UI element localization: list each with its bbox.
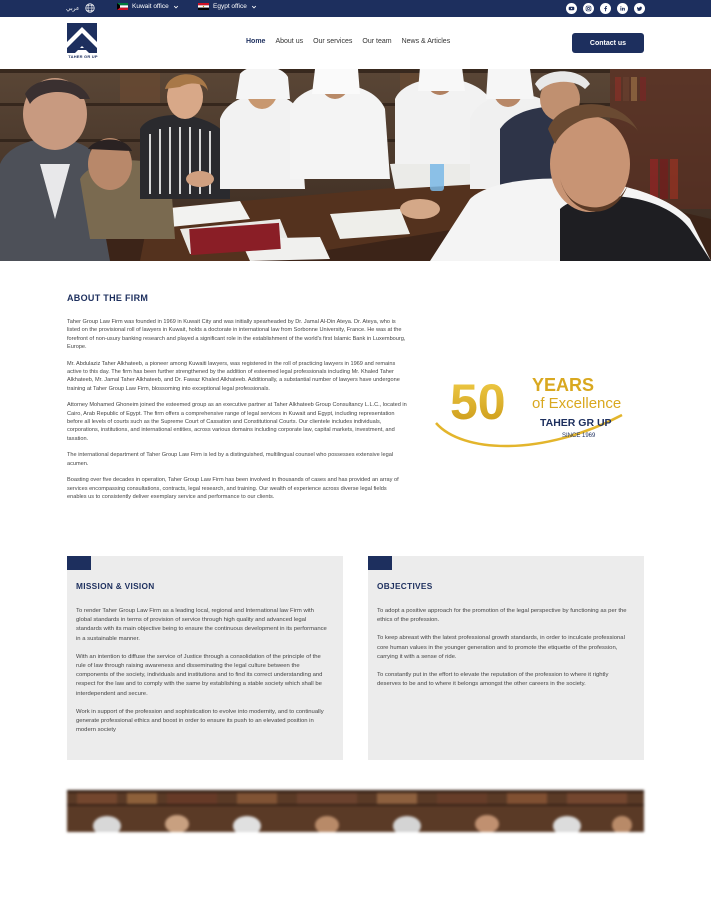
mission-paragraph: Work in support of the profession and sophistication to evolve into modernity, and to continually generate professional ethics and boost in order to ensure its push to an elevated position in modern society <box>76 708 324 734</box>
nav-our-services[interactable]: Our services <box>313 38 353 45</box>
hero-image <box>0 69 711 261</box>
egypt-flag-icon <box>198 3 209 10</box>
kuwait-office-label[interactable]: Kuwait office <box>132 3 169 10</box>
about-paragraph: Mr. Abdulaziz Taher Alkhateeb, a pioneer among Kuwaiti lawyers, was registered in the roll of practicing lawyers in 1969 and remains active to this day. The firm has been further strengthened by the addition of esteemed legal professionals including Mr. Khaled Taher Alkhateeb, Mr. Jamal Taher Alkhateeb, and Dr. Fawaz Khaled Alkhateeb. Additionally, a substantial number of lawyers have undergone training at Taher Group Law Firm, blossoming into exceptional legal professionals. <box>67 360 400 392</box>
twitter-icon[interactable] <box>634 3 645 14</box>
library-photo <box>67 790 644 832</box>
objectives-card <box>368 556 644 760</box>
kuwait-office-dropdown[interactable] <box>117 3 179 10</box>
egypt-office-dropdown[interactable] <box>198 3 257 10</box>
card-tab-accent <box>67 556 91 570</box>
badge-excellence: of Excellence <box>532 395 622 412</box>
badge-number: 50 <box>450 374 506 430</box>
mission-body <box>76 607 330 744</box>
site-header <box>0 17 711 69</box>
about-text <box>67 318 407 510</box>
logo-text: TAHER GR UP <box>68 54 98 59</box>
objectives-paragraph: To adopt a positive approach for the promotion of the legal perspective by functioning as per the ethics of the profession. <box>377 608 627 624</box>
about-paragraph: The international department of Taher Group Law Firm is led by a distinguished, multilingual counsel who possesses extensive legal acumen. <box>67 452 394 467</box>
about-paragraph: Attorney Mohamed Ghoneim joined the esteemed group as an executive partner at Taher Alkhateeb Group Consultancy L.L.C., located in Cairo, Arab Republic of Egypt. The firm offers a comprehensive range of legal services in Kuwait and Egypt, including representation before all levels of courts such as the Supreme Court of Cassation and Constitutional Courts. Our clientele includes individuals, corporations, institutions, and international entities, across various domains including corporate law, capital markets, investment, and taxation. <box>67 402 407 442</box>
mission-title: MISSION & VISION <box>76 581 155 591</box>
nav-our-team[interactable]: Our team <box>362 38 392 45</box>
objectives-paragraph: To keep abreast with the latest professional growth standards, in order to inculcate professional core human values in the younger generation and to promote the etiquette of the profession, carrying it with a sense of ride. <box>377 635 625 660</box>
meeting-photo <box>0 69 711 261</box>
objectives-paragraph: To constantly put in the effort to elevate the reputation of the profession to where it rightly deserves to be and to where it belongs amongst the other careers in the society. <box>377 672 609 688</box>
about-paragraph: Boasting over five decades in operation, Taher Group Law Firm has been involved in thousands of cases and has provided an array of services encompassing consultations, contracts, legal research, and training. Our wealth of experience across diverse legal fields enables us to consistently deliver exemplary service and performance to our clients. <box>67 477 399 501</box>
facebook-icon[interactable] <box>600 3 611 14</box>
about-paragraph: Taher Group Law Firm was founded in 1969 in Kuwait City and was initially spearheaded by Dr. Jamal Al-Din Ateya. Dr. Ateya, who is listed on the provisional roll of lawyers in Kuwait, holds a doctorate in international law from Sorbonne University, France. He was at the forefront of non-usury banking research and played a significant role in the establishment of the world's first Islamic Bank in Luxembourg, Europe. <box>67 319 406 350</box>
linkedin-icon[interactable] <box>617 3 628 14</box>
chevron-down-icon <box>251 4 257 10</box>
objectives-title: OBJECTIVES <box>377 581 433 591</box>
language-switch[interactable] <box>66 3 95 13</box>
team-photo-banner <box>67 790 644 832</box>
youtube-icon[interactable] <box>566 3 577 14</box>
nav-news-articles[interactable]: News & Articles <box>401 38 451 45</box>
main-nav <box>246 38 450 45</box>
mission-paragraph: With an intention to diffuse the service of Justice through a consolidation of the principle of the rule of law through raising awareness and disseminating the legal culture between the components of the society, individuals and institutions and to find its correct understanding and respect for the law and to comply with the same by establishing a stable society which shall be interdependent and secure. <box>76 653 323 697</box>
egypt-office-label[interactable]: Egypt office <box>213 3 247 10</box>
mission-vision-card <box>67 556 343 760</box>
top-bar <box>0 0 711 17</box>
instagram-icon[interactable] <box>583 3 594 14</box>
globe-icon <box>85 3 95 13</box>
language-label[interactable]: عربي <box>66 5 80 12</box>
50-years-badge <box>432 365 628 453</box>
card-tab-accent <box>368 556 392 570</box>
about-title: ABOUT THE FIRM <box>67 293 149 303</box>
nav-about-us[interactable]: About us <box>275 38 304 45</box>
badge-years: YEARS <box>532 375 595 395</box>
kuwait-flag-icon <box>117 3 128 10</box>
objectives-body <box>377 607 631 698</box>
mission-paragraph: To render Taher Group Law Firm as a leading local, regional and International law Firm with global standards in terms of provision of service through high quality and advanced legal standards with its main objective being to ensure the continuous development in its performance in a sustainable manner. <box>76 608 327 642</box>
social-links <box>566 3 645 14</box>
chevron-down-icon <box>173 4 179 10</box>
badge-since: SINCE 1969 <box>562 433 596 439</box>
nav-home[interactable]: Home <box>246 38 266 45</box>
badge-brand: TAHER GR UP <box>540 417 612 429</box>
contact-us-button[interactable]: Contact us <box>572 33 644 53</box>
